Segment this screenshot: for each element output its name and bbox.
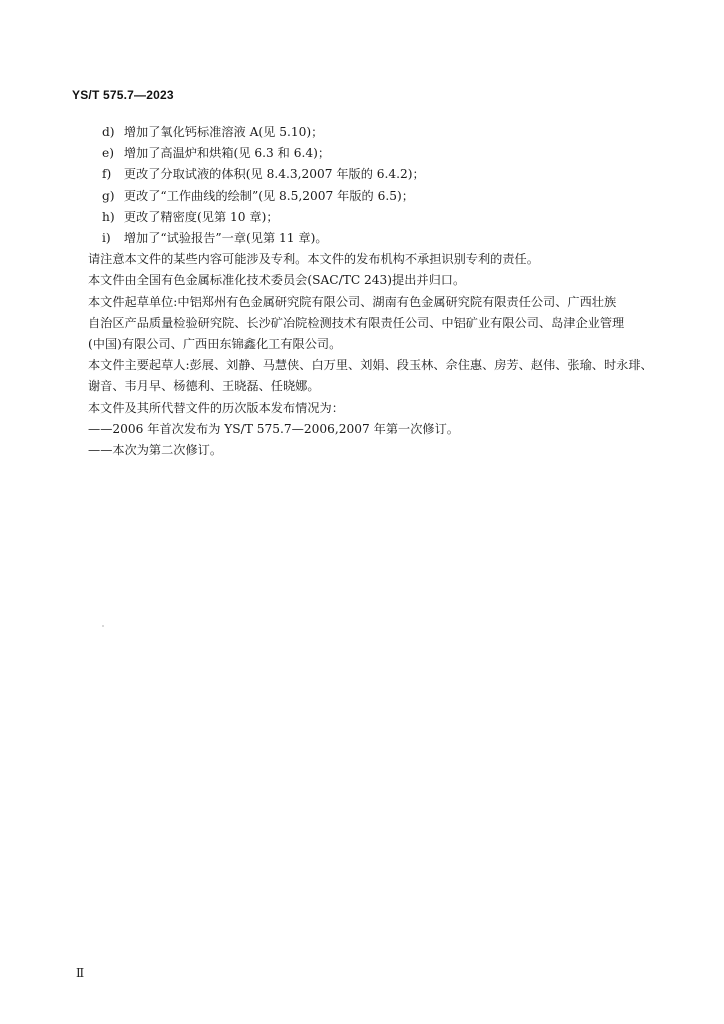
change-label: g) (102, 188, 115, 203)
drafters-line-1: 本文件主要起草人:彭展、刘静、马慧侠、白万里、刘娟、段玉林、佘住惠、房芳、赵伟、张瑜、时永琲、 (88, 358, 653, 373)
change-text: 增加了“试验报告”一章(见第 11 章)。 (123, 231, 328, 246)
history-item: ——2006 年首次发布为 YS/T 575.7—2006,2007 年第一次修订。 (88, 421, 459, 436)
change-item-f (88, 164, 670, 185)
change-text: 增加了氧化钙标准溶液 A(见 5.10)； (123, 125, 324, 139)
foreword-content (88, 122, 670, 461)
scan-speck (102, 625, 104, 627)
change-item-d (88, 122, 670, 143)
standard-number-header: YS/T 575.7—2023 (72, 88, 174, 102)
change-item-e (88, 143, 670, 164)
drafting-units-line-1: 本文件起草单位:中铝郑州有色金属研究院有限公司、湖南有色金属研究院有限责任公司、广西壮族 (88, 294, 617, 309)
drafting-units-line-2: 自治区产品质量检验研究院、长沙矿冶院检测技术有限责任公司、中铝矿业有限公司、岛津企业管理 (88, 315, 625, 330)
change-text: 更改了分取试液的体积(见 8.4.3,2007 年版的 6.4.2)； (123, 167, 425, 182)
change-text: 更改了“工作曲线的绘制”(见 8.5,2007 年版的 6.5)； (123, 188, 414, 203)
change-label: i) (102, 231, 111, 246)
change-text: 增加了高温炉和烘箱(见 6.3 和 6.4)； (123, 146, 331, 161)
drafting-units-line-3: (中国)有限公司、广西田东锦鑫化工有限公司。 (88, 337, 342, 352)
change-label: f) (102, 167, 112, 182)
patent-notice: 请注意本文件的某些内容可能涉及专利。本文件的发布机构不承担识别专利的责任。 (88, 252, 539, 267)
change-label: h) (102, 209, 115, 224)
change-item-g (88, 186, 670, 207)
proposed-by: 本文件由全国有色金属标准化技术委员会(SAC/TC 243)提出并归口。 (88, 273, 466, 288)
change-label: e) (102, 146, 114, 161)
change-item-i (88, 228, 670, 249)
change-text: 更改了精密度(见第 10 章)； (123, 209, 279, 224)
history-item: ——本次为第二次修订。 (88, 443, 223, 458)
change-item-h (88, 207, 670, 228)
change-label: d) (102, 125, 115, 139)
page-number: Ⅱ (76, 966, 85, 980)
drafters-line-2: 谢音、韦月早、杨德利、王晓磊、任晓娜。 (88, 379, 320, 394)
history-intro: 本文件及其所代替文件的历次版本发布情况为： (88, 400, 344, 415)
